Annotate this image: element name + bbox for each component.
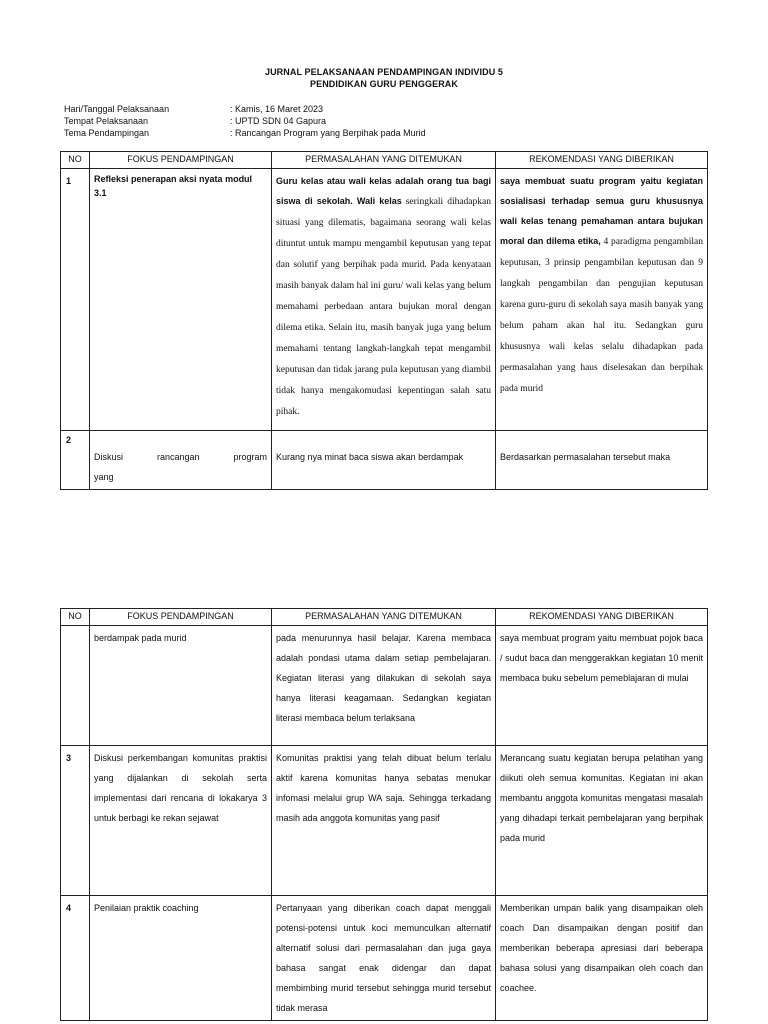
header-no: NO xyxy=(61,609,90,626)
header-rekomendasi: REKOMENDASI YANG DIBERIKAN xyxy=(496,609,708,626)
cell-rekomendasi: Merancang suatu kegiatan berupa pelatihan yang diikuti oleh semua komunitas. Kegiatan ini akan membantu anggota komunitas mengatasi masalah yang dihadapi terkait pembelajaran yang berpihak pada murid xyxy=(496,746,708,896)
cell-masalah: Pertanyaan yang diberikan coach dapat menggali potensi-potensi untuk koci memunculkan alternatif alternatif solusi dari permasalahan dan juga gaya bahasa sangat enak didengar dan dapat membimbing murid tersebut sehingga murid tersebut tidak merasa xyxy=(272,896,496,1021)
cell-masalah xyxy=(272,169,496,431)
meta-label: Tempat Pelaksanaan xyxy=(64,116,149,126)
cell-rekomendasi: Berdasarkan permasalahan tersebut maka xyxy=(496,431,708,490)
journal-table-1 xyxy=(60,151,708,490)
meta-value: : Kamis, 16 Maret 2023 xyxy=(230,104,324,114)
cell-no xyxy=(61,626,90,746)
table-row xyxy=(61,896,708,1021)
meta-value: : Rancangan Program yang Berpihak pada Murid xyxy=(230,128,426,138)
journal-table-2 xyxy=(60,608,708,1021)
cell-no: 4 xyxy=(61,896,90,1021)
document-subtitle: PENDIDIKAN GURU PENGGERAK xyxy=(309,79,458,89)
meta-label: Tema Pendampingan xyxy=(64,128,150,138)
rekom-lead: saya membuat suatu program yaitu kegiatan sosialisasi terhadap semua guru khususnya wali kelas tenang pemahaman antara bujukan moral dan dilema etika, xyxy=(500,176,703,246)
cell-rekomendasi xyxy=(496,169,708,431)
cell-no: 2 xyxy=(61,431,90,490)
cell-no: 3 xyxy=(61,746,90,896)
cell-fokus: Diskusi perkembangan komunitas praktisi yang dijalankan di sekolah serta implementasi dari rencana di lokakarya 3 untuk berbagi ke rekan sejawat xyxy=(90,746,272,896)
cell-masalah: pada menurunnya hasil belajar. Karena membaca adalah pondasi utama dalam setiap pembelajaran. Kegiatan literasi yang dilakukan di sekolah saya hanya literasi keagamaan. Sedangkan kegiatan literasi membaca belum terlaksana xyxy=(272,626,496,746)
masalah-rest: seringkali dihadapkan situasi yang dilematis, bagaimana seorang wali kelas dituntut untuk mampu mengambil keputusan yang tepat dan solutif yang berpihak pada murid. Pada kenyataan masih banyak dalam hal ini guru/ wali kelas yang belum memahami perbedaan antara bujukan moral dengan dilema etika. Selain itu, masih banyak juga yang belum memahami tentang langkah-langkah tepat mengambil keputusan dan tidak jarang pula keputusan yang diambil tidak hanya mengakomudasi kepentingan salah satu pihak. xyxy=(276,197,491,417)
header-fokus: FOKUS PENDAMPINGAN xyxy=(90,609,272,626)
meta-row-theme xyxy=(64,127,426,139)
table-header-row xyxy=(61,152,708,169)
table-header-row xyxy=(61,609,708,626)
table-row xyxy=(61,626,708,746)
meta-row-place xyxy=(64,115,426,127)
table-row xyxy=(61,169,708,431)
meta-value: : UPTD SDN 04 Gapura xyxy=(230,116,327,126)
meta-block xyxy=(64,103,426,139)
cell-rekomendasi: saya membuat program yaitu membuat pojok baca / sudut baca dan menggerakkan kegiatan 10 menit membaca buku sebelum pemeblajaran di mulai xyxy=(496,626,708,746)
cell-rekomendasi: Memberikan umpan balik yang disampaikan oleh coach Dan disampaikan dengan positif dan memberikan beberapa apresiasi dari beberapa bahasa solusi yang disampaikan oleh coach dan coachee. xyxy=(496,896,708,1021)
cell-fokus: Diskusi rancangan program yang xyxy=(90,431,272,490)
header-no: NO xyxy=(61,152,90,169)
table-row xyxy=(61,431,708,490)
cell-fokus: berdampak pada murid xyxy=(90,626,272,746)
meta-row-date xyxy=(64,103,426,115)
cell-fokus: Penilaian praktik coaching xyxy=(90,896,272,1021)
cell-masalah: Kurang nya minat baca siswa akan berdampak xyxy=(272,431,496,490)
table-row xyxy=(61,746,708,896)
cell-fokus: Refleksi penerapan aksi nyata modul 3.1 xyxy=(90,169,272,431)
header-masalah: PERMASALAHAN YANG DITEMUKAN xyxy=(272,609,496,626)
header-masalah: PERMASALAHAN YANG DITEMUKAN xyxy=(272,152,496,169)
masalah-lead: Guru kelas atau wali kelas adalah orang tua bagi siswa di sekolah. Wali kelas xyxy=(276,176,491,206)
header-fokus: FOKUS PENDAMPINGAN xyxy=(90,152,272,169)
cell-masalah: Komunitas praktisi yang telah dibuat belum terlalu aktif karena komunitas hanya sebatas menukar infomasi melalui grup WA saja. Sehingga terkadang masih ada anggota komunitas yang pasif xyxy=(272,746,496,896)
header-rekomendasi: REKOMENDASI YANG DIBERIKAN xyxy=(496,152,708,169)
rekom-rest: 4 paradigma pengambilan keputusan, 3 prinsip pengambilan keputusan dan 9 langkah pengambilan dan pengujian keputusan karena guru-guru di sekolah saya masih banyak yang belum paham akan hal itu. Sedangkan guru khususnya wali kelas selalu dihadapkan pada permasalahan yang haus diselesakan dan berpihak pada murid xyxy=(500,237,703,394)
cell-no: 1 xyxy=(61,169,90,431)
document-title: JURNAL PELAKSANAAN PENDAMPINGAN INDIVIDU 5 xyxy=(264,67,504,77)
meta-label: Hari/Tanggal Pelaksanaan xyxy=(64,104,170,114)
